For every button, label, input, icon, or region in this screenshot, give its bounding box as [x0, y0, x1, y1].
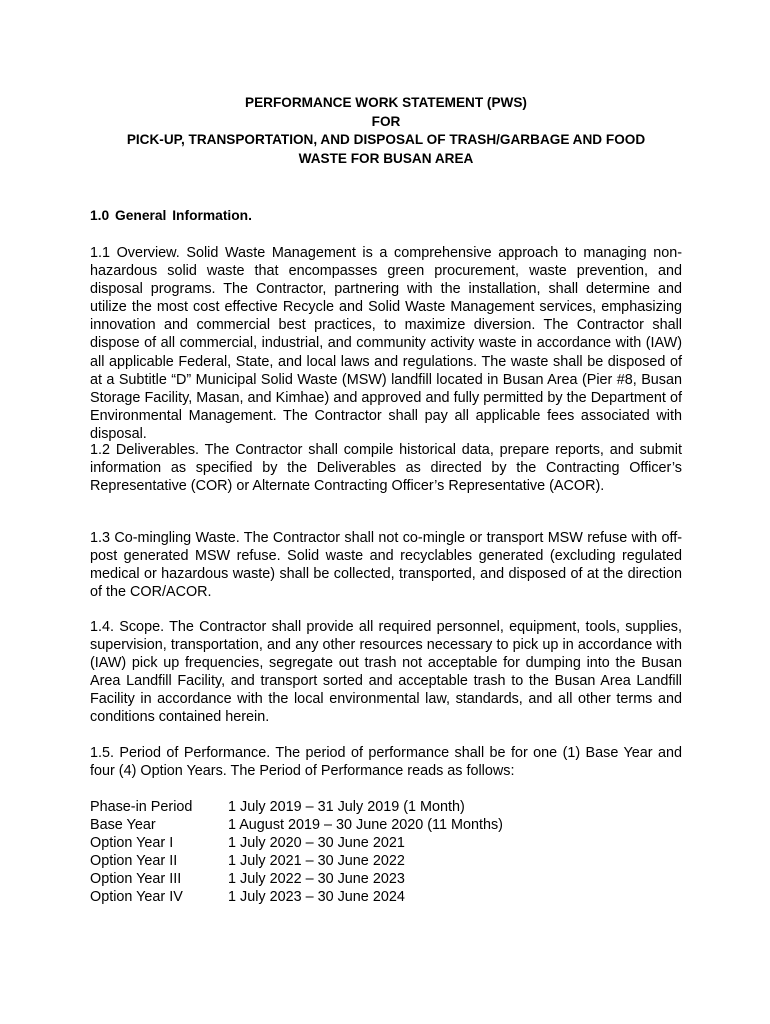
table-row — [90, 834, 503, 852]
period-dates: 1 July 2020 – 30 June 2021 — [228, 835, 405, 851]
period-label: Option Year III — [90, 871, 182, 887]
document-page — [90, 94, 682, 905]
document-title — [90, 94, 682, 168]
section-heading-general-information: 1.0 General Information. — [90, 208, 252, 223]
paragraph-co-mingling-waste: 1.3 Co-mingling Waste. The Contractor shall not co-mingle or transport MSW refuse with off-post generated MSW refuse. Solid waste and recyclables generated (excluding regulated medical or hazardous waste) shall be collected, transported, and disposed of at the direction of the COR/ACOR. — [90, 530, 682, 601]
period-dates: 1 July 2021 – 30 June 2022 — [228, 853, 405, 869]
title-line-4: WASTE FOR BUSAN AREA — [298, 150, 474, 166]
period-dates: 1 August 2019 – 30 June 2020 (11 Months) — [228, 817, 503, 833]
period-label: Option Year IV — [90, 889, 183, 905]
table-row — [90, 888, 503, 906]
period-of-performance-table — [90, 798, 503, 906]
title-line-2: FOR — [371, 113, 401, 129]
period-dates: 1 July 2019 – 31 July 2019 (1 Month) — [228, 799, 465, 815]
paragraph-deliverables: 1.2 Deliverables. The Contractor shall compile historical data, prepare reports, and submit information as specified by the Deliverables as directed by the Contracting Officer’s Representative (COR) or Alternate Contracting Officer’s Representative (ACOR). — [90, 442, 682, 495]
table-row — [90, 852, 503, 870]
paragraph-scope: 1.4. Scope. The Contractor shall provide all required personnel, equipment, tools, supplies, supervision, transportation, and any other resources necessary to pick up in accordance with (IAW) pick up frequencies, segregate out trash not acceptable for dumping into the Busan Area Landfill Facility, and transport sorted and acceptable trash to the Busan Area Landfill Facility in accordance with the local environmental law, standards, and all other terms and conditions contained herein. — [90, 619, 682, 726]
paragraph-overview: 1.1 Overview. Solid Waste Management is a comprehensive approach to managing non-hazardous solid waste that encompasses green procurement, waste prevention, and disposal programs. The Contractor, partnering with the installation, shall determine and utilize the most cost effective Recycle and Solid Waste Management services, emphasizing innovation and commercial best practices, to maximize diversion. The Contractor shall dispose of all commercial, industrial, and community activity waste in accordance with (IAW) all applicable Federal, State, and local laws and regulations. The waste shall be disposed of at a Subtitle “D” Municipal Solid Waste (MSW) landfill located in Busan Area (Pier #8, Busan Storage Facility, Masan, and Kimhae) and approved and fully permitted by the Department of Environmental Management. The Contractor shall pay all applicable fees associated with disposal. — [90, 245, 682, 442]
period-dates: 1 July 2023 – 30 June 2024 — [228, 889, 405, 905]
period-label: Option Year II — [90, 853, 178, 869]
table-row — [90, 870, 503, 888]
title-line-3: PICK-UP, TRANSPORTATION, AND DISPOSAL OF TRASH/GARBAGE AND FOOD — [126, 132, 646, 147]
period-dates: 1 July 2022 – 30 June 2023 — [228, 871, 405, 887]
title-line-1: PERFORMANCE WORK STATEMENT (PWS) — [245, 95, 527, 110]
paragraph-period-of-performance: 1.5. Period of Performance. The period of performance shall be for one (1) Base Year and four (4) Option Years. The Period of Performance reads as follows: — [90, 745, 682, 780]
table-row — [90, 798, 503, 816]
table-row — [90, 816, 503, 834]
period-label: Phase-in Period — [90, 799, 193, 815]
period-label: Option Year I — [90, 835, 174, 851]
period-label: Base Year — [90, 817, 156, 833]
